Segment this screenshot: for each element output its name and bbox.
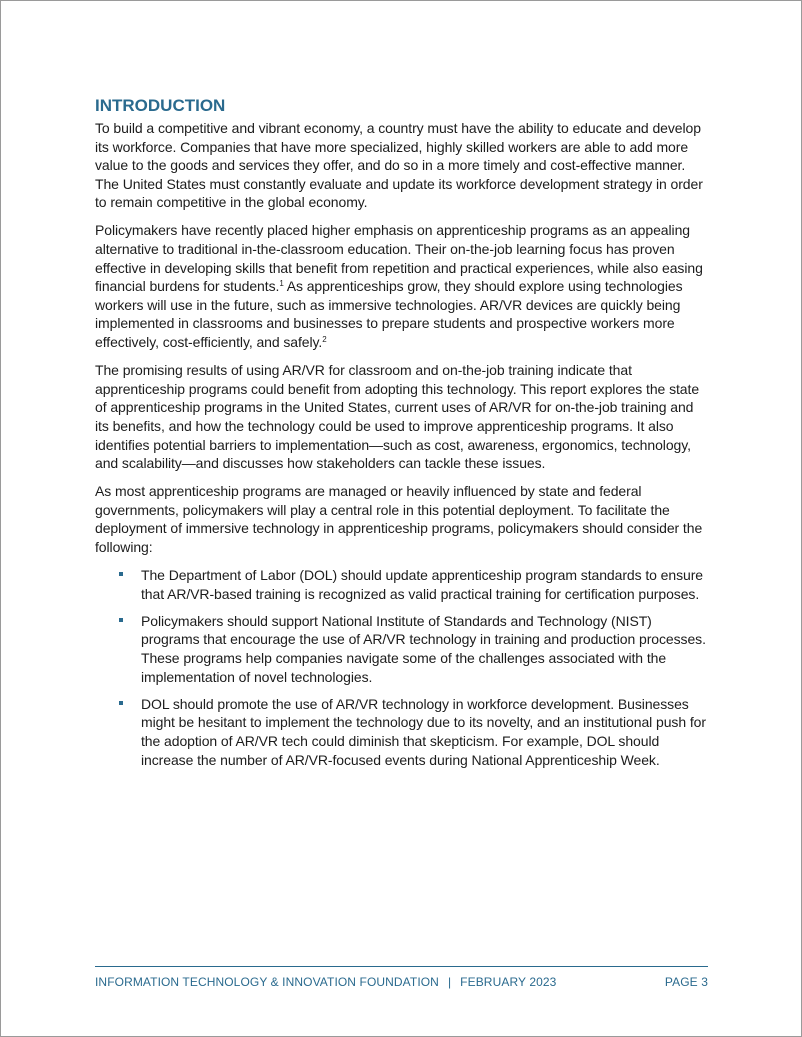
list-item [141,566,707,603]
footer-date: FEBRUARY 2023 [460,975,557,989]
list-item [141,612,707,686]
paragraph-4: As most apprenticeship programs are managed or heavily influenced by state and federal governments, policymakers will play a central role in this potential deployment. To facilitate the deployment of immersive technology in apprenticeship programs, policymakers should consider the following: [95,483,703,555]
recommendation-text: The Department of Labor (DOL) should update apprenticeship program standards to ensure that AR/VR-based training is recognized as valid practical training for certification purposes. [141,567,704,602]
recommendation-text: DOL should promote the use of AR/VR technology in workforce development. Businesses might be hesitant to implement the technology due to its novelty, and an institutional push for the adoption of AR/VR tech could diminish that skepticism. For example, DOL should increase the number of AR/VR-focused events during National Apprenticeship Week. [141,695,706,768]
square-bullet-icon [119,701,123,705]
paragraph-2-part-b: As apprenticeships grow, they should explore using technologies workers will use in the future, such as immersive technologies. AR/VR devices are quickly being implemented in classrooms and businesses to prepare students and prospective workers more effectively, cost-efficiently, and safely. [95,278,683,351]
footer-left [95,975,556,989]
list-item [141,695,707,769]
footnote-ref-2[interactable]: 2 [322,335,327,345]
page-number: PAGE 3 [664,975,708,989]
footnote-ref-1[interactable]: 1 [279,279,284,289]
square-bullet-icon [119,618,123,622]
footer-organization: INFORMATION TECHNOLOGY & INNOVATION FOUNDATION [95,975,439,989]
paragraph-2 [95,221,707,351]
recommendation-text: Policymakers should support National Institute of Standards and Technology (NIST) programs that encourage the use of AR/VR technology in training and production processes. These programs help companies navigate some of the challenges associated with the implementation of novel technologies. [141,612,706,685]
footer-divider [95,966,708,967]
recommendations-list [95,566,707,769]
square-bullet-icon [119,572,123,576]
page-body [95,95,707,778]
page-footer [95,975,708,989]
section-heading: INTRODUCTION [95,96,226,115]
paragraph-2-part-a: Policymakers have recently placed higher emphasis on apprenticeship programs as an appealing alternative to traditional in-the-classroom education. Their on-the-job learning focus has proven effective in developing skills that benefit from repetition and practical experiences, while also easing financial burdens for students. [95,222,703,295]
paragraph-1: To build a competitive and vibrant economy, a country must have the ability to educate and develop its workforce. Companies that have more specialized, highly skilled workers are able to add more value to the goods and services they offer, and do so in a more timely and cost-effective manner. The United States must constantly evaluate and update its workforce development strategy in order to remain competitive in the global economy. [95,120,703,211]
footer-separator: | [447,975,452,989]
paragraph-3: The promising results of using AR/VR for classroom and on-the-job training indicate that apprenticeship programs could benefit from adopting this technology. This report explores the state of apprenticeship programs in the United States, current uses of AR/VR for on-the-job training and its benefits, and how the technology could be used to improve apprenticeship programs. It also identifies potential barriers to implementation—such as cost, awareness, ergonomics, technology, and scalability—and discusses how stakeholders can tackle these issues. [95,362,700,472]
